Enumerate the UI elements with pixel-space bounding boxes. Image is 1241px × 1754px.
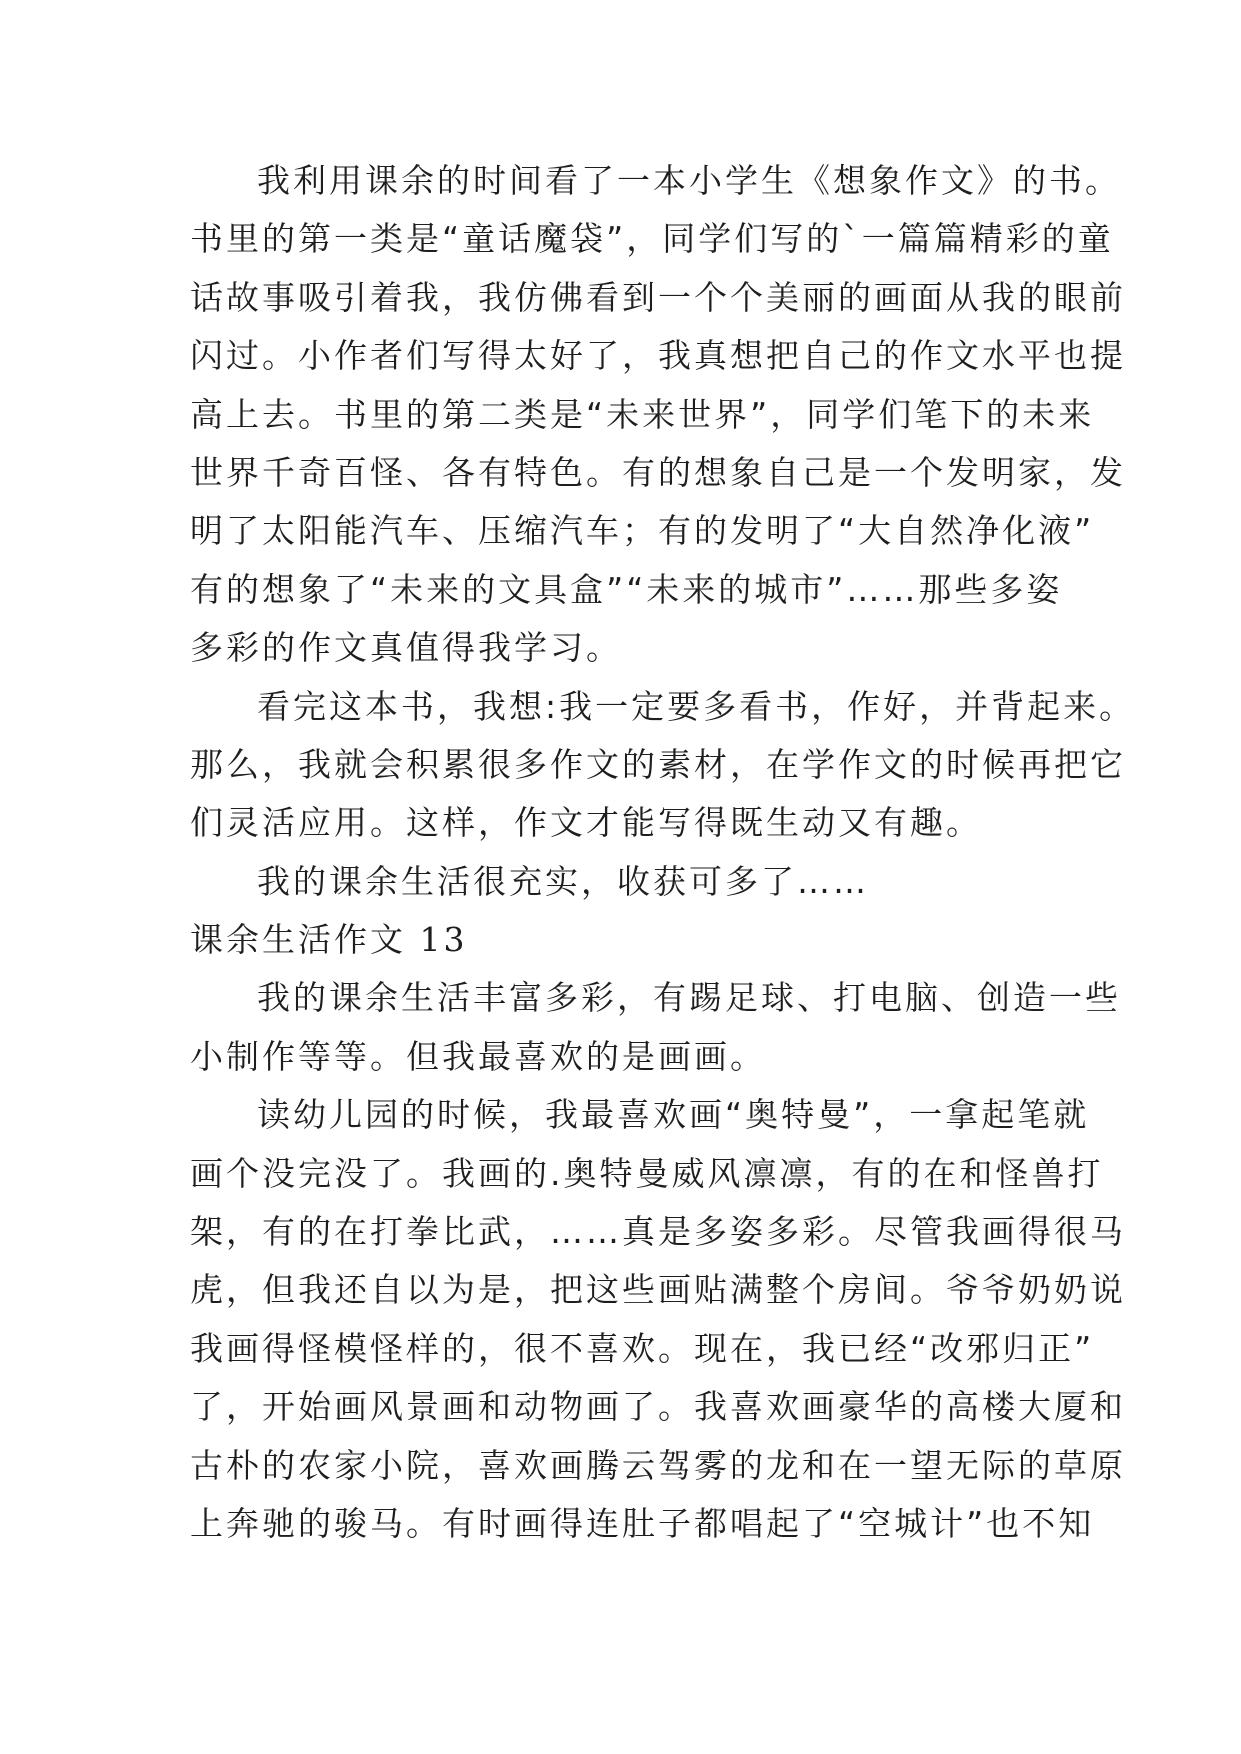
paragraph-line: 了，开始画风景画和动物画了。我喜欢画豪华的高楼大厦和 xyxy=(190,1387,1126,1427)
paragraph-line: 话故事吸引着我，我仿佛看到一个个美丽的画面从我的眼前 xyxy=(190,277,1126,317)
paragraph-line: 我的课余生活丰富多彩，有踢足球、打电脑、创造一些 xyxy=(257,978,1121,1018)
paragraph-line: 架，有的在打拳比武，……真是多姿多彩。尽管我画得很马 xyxy=(190,1212,1126,1252)
paragraph-line: 我画得怪模怪样的，很不喜欢。现在，我已经“改邪归正” xyxy=(190,1328,1095,1368)
paragraph-line: 那么，我就会积累很多作文的素材，在学作文的时候再把它 xyxy=(190,744,1126,784)
paragraph-line: 们灵活应用。这样，作文才能写得既生动又有趣。 xyxy=(190,803,982,843)
paragraph-line: 有的想象了“未来的文具盒”“未来的城市”……那些多姿 xyxy=(190,569,1063,609)
paragraph-line: 多彩的作文真值得我学习。 xyxy=(190,628,622,668)
paragraph-line: 明了太阳能汽车、压缩汽车；有的发明了“大自然净化液” xyxy=(190,511,1095,551)
paragraph-line: 古朴的农家小院，喜欢画腾云驾雾的龙和在一望无际的草原 xyxy=(190,1445,1126,1485)
paragraph-line: 高上去。书里的第二类是“未来世界”，同学们笔下的未来 xyxy=(190,394,1095,434)
paragraph-line: 上奔驰的骏马。有时画得连肚子都唱起了“空城计”也不知 xyxy=(190,1503,1095,1543)
paragraph-line: 我利用课余的时间看了一本小学生《想象作文》的书。 xyxy=(257,161,1121,200)
paragraph-line: 看完这本书，我想:我一定要多看书，作好，并背起来。 xyxy=(257,686,1136,726)
document-body xyxy=(190,152,1136,1553)
paragraph-line: 闪过。小作者们写得太好了，我真想把自己的作文水平也提 xyxy=(190,336,1126,376)
paragraph-line: 我的课余生活很充实，收获可多了…… xyxy=(257,861,869,901)
paragraph-line: 小制作等等。但我最喜欢的是画画。 xyxy=(190,1036,766,1076)
paragraph-line: 书里的第一类是“童话魔袋”，同学们写的`一篇篇精彩的童 xyxy=(190,219,1114,259)
paragraph-line: 读幼儿园的时候，我最喜欢画“奥特曼”，一拿起笔就 xyxy=(257,1095,1090,1135)
section-title: 课余生活作文 13 xyxy=(190,920,468,960)
paragraph-line: 画个没完没了。我画的.奥特曼威风凛凛，有的在和怪兽打 xyxy=(190,1153,1104,1193)
paragraph-line: 虎，但我还自以为是，把这些画贴满整个房间。爷爷奶奶说 xyxy=(190,1270,1126,1310)
paragraph-line: 世界千奇百怪、各有特色。有的想象自己是一个发明家，发 xyxy=(190,452,1126,492)
